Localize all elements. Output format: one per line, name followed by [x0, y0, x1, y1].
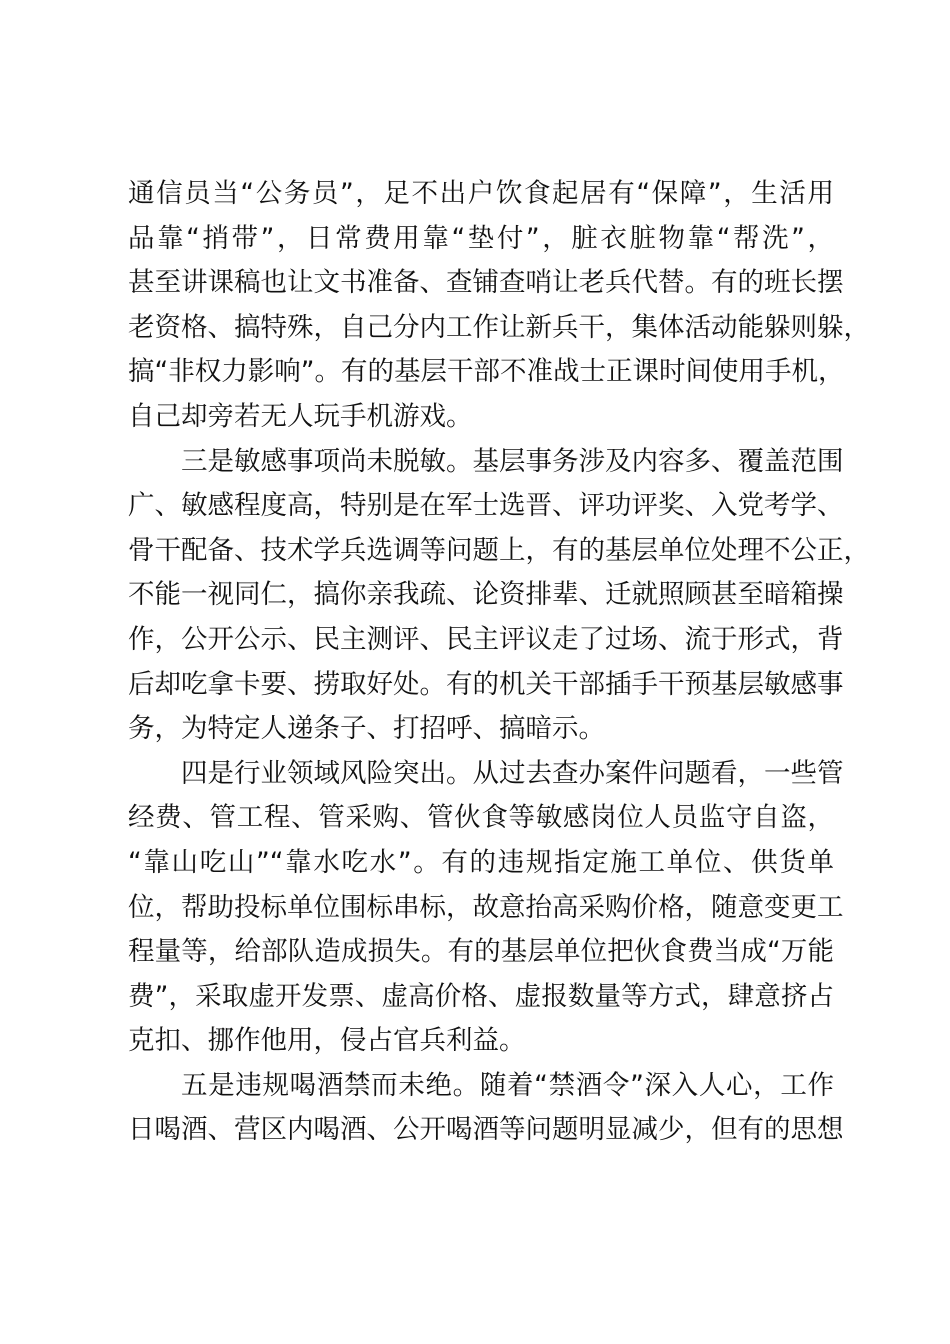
text-line: 费”，采取虚开发票、虚高价格、虚报数量等方式，肆意挤占 — [128, 980, 834, 1012]
text-line: 搞“非权力影响”。有的基层干部不准战士正课时间使用手机， — [128, 356, 845, 388]
text-line: 作，公开公示、民主测评、民主评议走了过场、流于形式，背 — [128, 623, 844, 655]
paragraph — [128, 752, 844, 1064]
text-line: 不能一视同仁，搞你亲我疏、论资排辈、迁就照顾甚至暗箱操 — [128, 579, 844, 611]
document-body — [128, 172, 870, 1153]
text-line: 自己却旁若无人玩手机游戏。 — [128, 400, 473, 432]
paragraph — [128, 1064, 844, 1153]
text-line: 程量等，给部队造成损失。有的基层单位把伙食费当成“万能 — [128, 936, 834, 968]
text-line: 三是敏感事项尚未脱敏。基层事务涉及内容多、覆盖范围 — [181, 445, 844, 477]
text-line: 骨干配备、技术学兵选调等问题上，有的基层单位处理不公正， — [128, 534, 870, 566]
paragraph — [128, 172, 870, 440]
text-line: 日喝酒、营区内喝酒、公开喝酒等问题明显减少，但有的思想 — [128, 1114, 844, 1146]
text-line: 位，帮助投标单位围标串标，故意抬高采购价格，随意变更工 — [128, 891, 844, 923]
text-line: 老资格、搞特殊，自己分内工作让新兵干，集体活动能躲则躲， — [128, 311, 870, 343]
text-line: 通信员当“公务员”，足不出户饮食起居有“保障”，生活用 — [128, 178, 834, 209]
text-line: “靠山吃山”“靠水吃水”。有的违规指定施工单位、供货单 — [128, 846, 834, 878]
text-line: 务，为特定人递条子、打招呼、搞暗示。 — [128, 713, 605, 745]
text-line: 广、敏感程度高，特别是在军士选晋、评功评奖、入党考学、 — [128, 490, 844, 522]
paragraph — [128, 440, 870, 752]
text-line: 经费、管工程、管采购、管伙食等敏感岗位人员监守自盗， — [128, 802, 834, 834]
text-line: 品靠“捎带”，日常费用靠“垫付”，脏衣脏物靠“帮洗”， — [128, 222, 834, 254]
text-line: 克扣、挪作他用，侵占官兵利益。 — [128, 1025, 526, 1057]
text-line: 五是违规喝酒禁而未绝。随着“禁酒令”深入人心，工作 — [181, 1069, 834, 1101]
text-line: 四是行业领域风险突出。从过去查办案件问题看，一些管 — [181, 757, 844, 789]
text-line: 甚至讲课稿也让文书准备、查铺查哨让老兵代替。有的班长摆 — [128, 267, 844, 299]
text-line: 后却吃拿卡要、捞取好处。有的机关干部插手干预基层敏感事 — [128, 668, 844, 700]
